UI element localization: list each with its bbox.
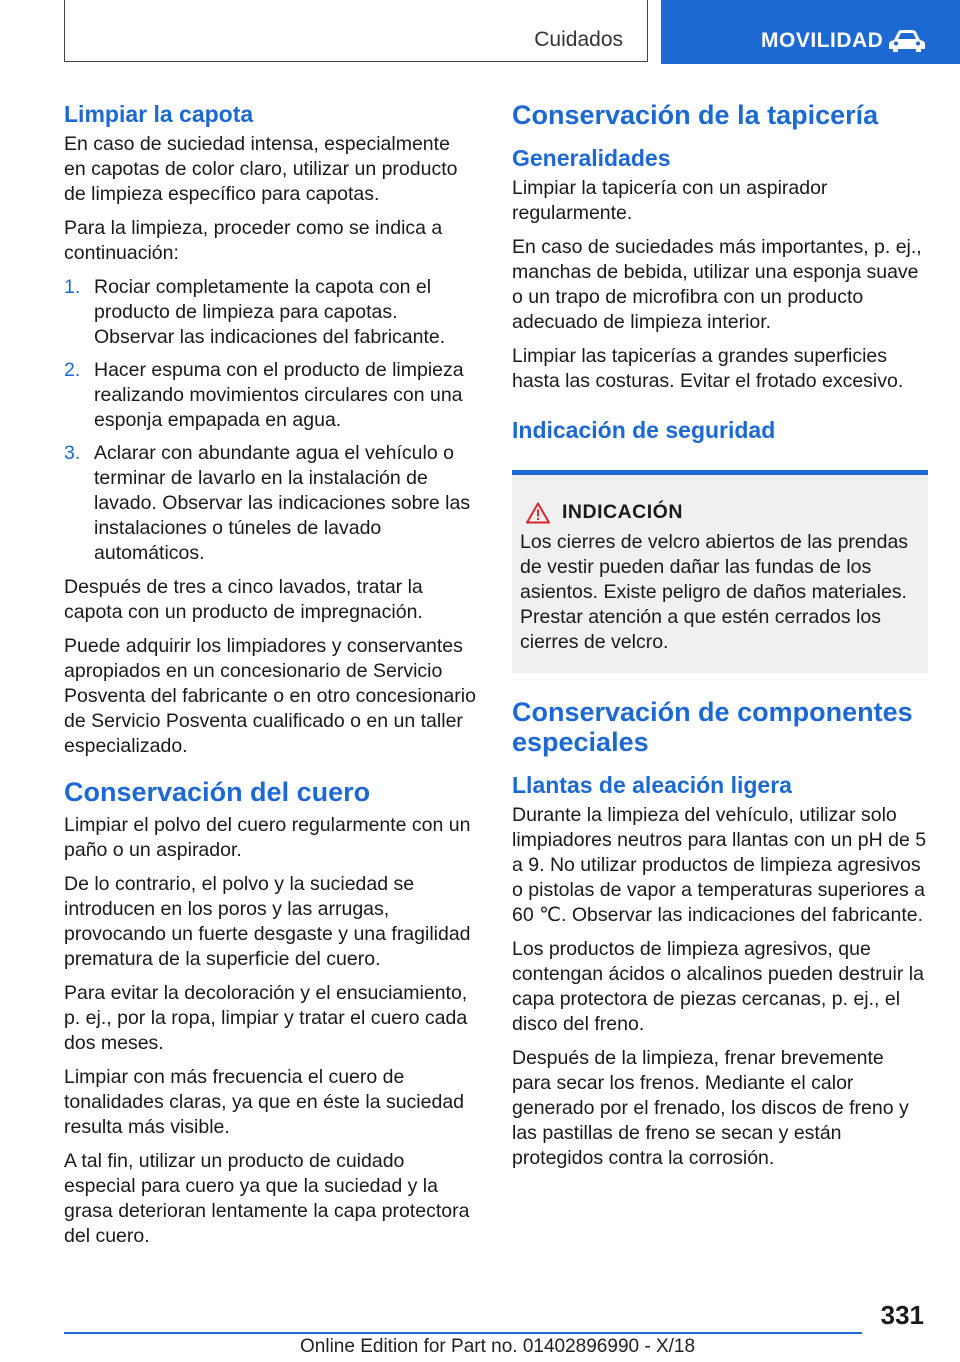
- heading-indicacion-seguridad: Indicación de seguridad: [512, 417, 776, 443]
- paragraph: Limpiar el polvo del cuero regularmente con un paño o un aspirador.: [64, 814, 471, 861]
- paragraph: A tal fin, utilizar un producto de cuidado especial para cuero ya que la suciedad y la grasa deterioran lentamente la capa protectora del cuero.: [64, 1150, 470, 1247]
- notice-box: [512, 470, 928, 673]
- step-number: 3.: [64, 442, 81, 464]
- notice-text: Los cierres de velcro abiertos de las prendas de vestir pueden dañar las fundas de los asientos. Existe peligro de daños materiales. Prestar atención a que estén cerrados los cierres de velcro.: [520, 531, 909, 653]
- list-item: [64, 275, 476, 350]
- paragraph: De lo contrario, el polvo y la suciedad se introducen en los poros y las arrugas, provocando un fuerte desgaste y una fragilidad prematura de la superficie del cuero.: [64, 873, 471, 970]
- right-column: [512, 100, 928, 1180]
- heading-limpiar-capota: Limpiar la capota: [64, 101, 254, 127]
- heading-conservacion-tapiceria: Conservación de la tapicería: [512, 100, 879, 130]
- paragraph: Para la limpieza, proceder como se indica a continuación:: [64, 217, 443, 264]
- paragraph: Puede adquirir los limpiadores y conservantes apropiados en un concesionario de Servicio Posventa del fabricante o en otro concesionario de Servicio Posventa cualificado o en un taller especializado.: [64, 635, 476, 757]
- heading-componentes-especiales: Conservación de componentes especiales: [512, 697, 913, 757]
- paragraph: En caso de suciedad intensa, especialmente en capotas de color claro, utilizar un producto de limpieza específico para capotas.: [64, 133, 458, 205]
- header-section-box: [64, 0, 648, 62]
- list-item: [64, 358, 476, 433]
- left-column: [64, 100, 476, 1258]
- paragraph: Después de la limpieza, frenar brevemente para secar los frenos. Mediante el calor generado por el frenado, los discos de freno y las pastillas de freno se secan y están protegidos contra la corrosión.: [512, 1047, 909, 1169]
- notice-title: INDICACIÓN: [562, 501, 683, 523]
- paragraph: Limpiar la tapicería con un aspirador regularmente.: [512, 177, 828, 224]
- steps-list: [64, 275, 476, 566]
- notice-header: [526, 501, 920, 524]
- step-text: Hacer espuma con el producto de limpieza realizando movimientos circulares con una esponja empapada en agua.: [94, 359, 464, 431]
- heading-llantas-aleacion: Llantas de aleación ligera: [512, 772, 792, 798]
- list-item: [64, 441, 476, 566]
- car-icon: [888, 28, 926, 54]
- heading-generalidades: Generalidades: [512, 145, 671, 171]
- step-number: 2.: [64, 359, 81, 381]
- step-number: 1.: [64, 276, 81, 298]
- paragraph: Los productos de limpieza agresivos, que contengan ácidos o alcalinos pueden destruir la capa protectora de piezas cercanas, p. ej., el disco del freno.: [512, 938, 924, 1035]
- paragraph: En caso de suciedades más importantes, p. ej., manchas de bebida, utilizar una esponja suave o un trapo de microfibra con un producto adecuado de limpieza interior.: [512, 236, 922, 333]
- paragraph: Después de tres a cinco lavados, tratar la capota con un producto de impregnación.: [64, 576, 423, 623]
- heading-conservacion-cuero: Conservación del cuero: [64, 777, 371, 807]
- header-section-title: Cuidados: [534, 28, 623, 51]
- footer-divider: [64, 1332, 862, 1334]
- step-text: Aclarar con abundante agua el vehículo o terminar de lavarlo en la instalación de lavado. Observar las indicaciones sobre las instalaciones o túneles de lavado automáticos.: [94, 442, 471, 564]
- header-chapter-label: MOVILIDAD: [761, 29, 884, 52]
- page-number: 331: [880, 1300, 924, 1330]
- paragraph: Limpiar las tapicerías a grandes superficies hasta las costuras. Evitar el frotado excesivo.: [512, 345, 904, 392]
- footer-edition: Online Edition for Part no. 01402896990 - X/18: [300, 1336, 696, 1357]
- warning-triangle-icon: [526, 502, 550, 524]
- paragraph: Limpiar con más frecuencia el cuero de tonalidades claras, ya que en éste la suciedad resulta más visible.: [64, 1066, 465, 1138]
- paragraph: Durante la limpieza del vehículo, utilizar solo limpiadores neutros para llantas con un pH de 5 a 9. No utilizar productos de limpieza agresivos o pistolas de vapor a temperaturas superiores a 60 ℃. Observar las indicaciones del fabricante.: [512, 804, 927, 926]
- page-header: [0, 0, 960, 66]
- header-chapter-tab: [661, 0, 960, 64]
- paragraph: Para evitar la decoloración y el ensuciamiento, p. ej., por la ropa, limpiar y tratar el cuero cada dos meses.: [64, 982, 468, 1054]
- step-text: Rociar completamente la capota con el producto de limpieza para capotas. Observar las indicaciones del fabricante.: [94, 276, 446, 348]
